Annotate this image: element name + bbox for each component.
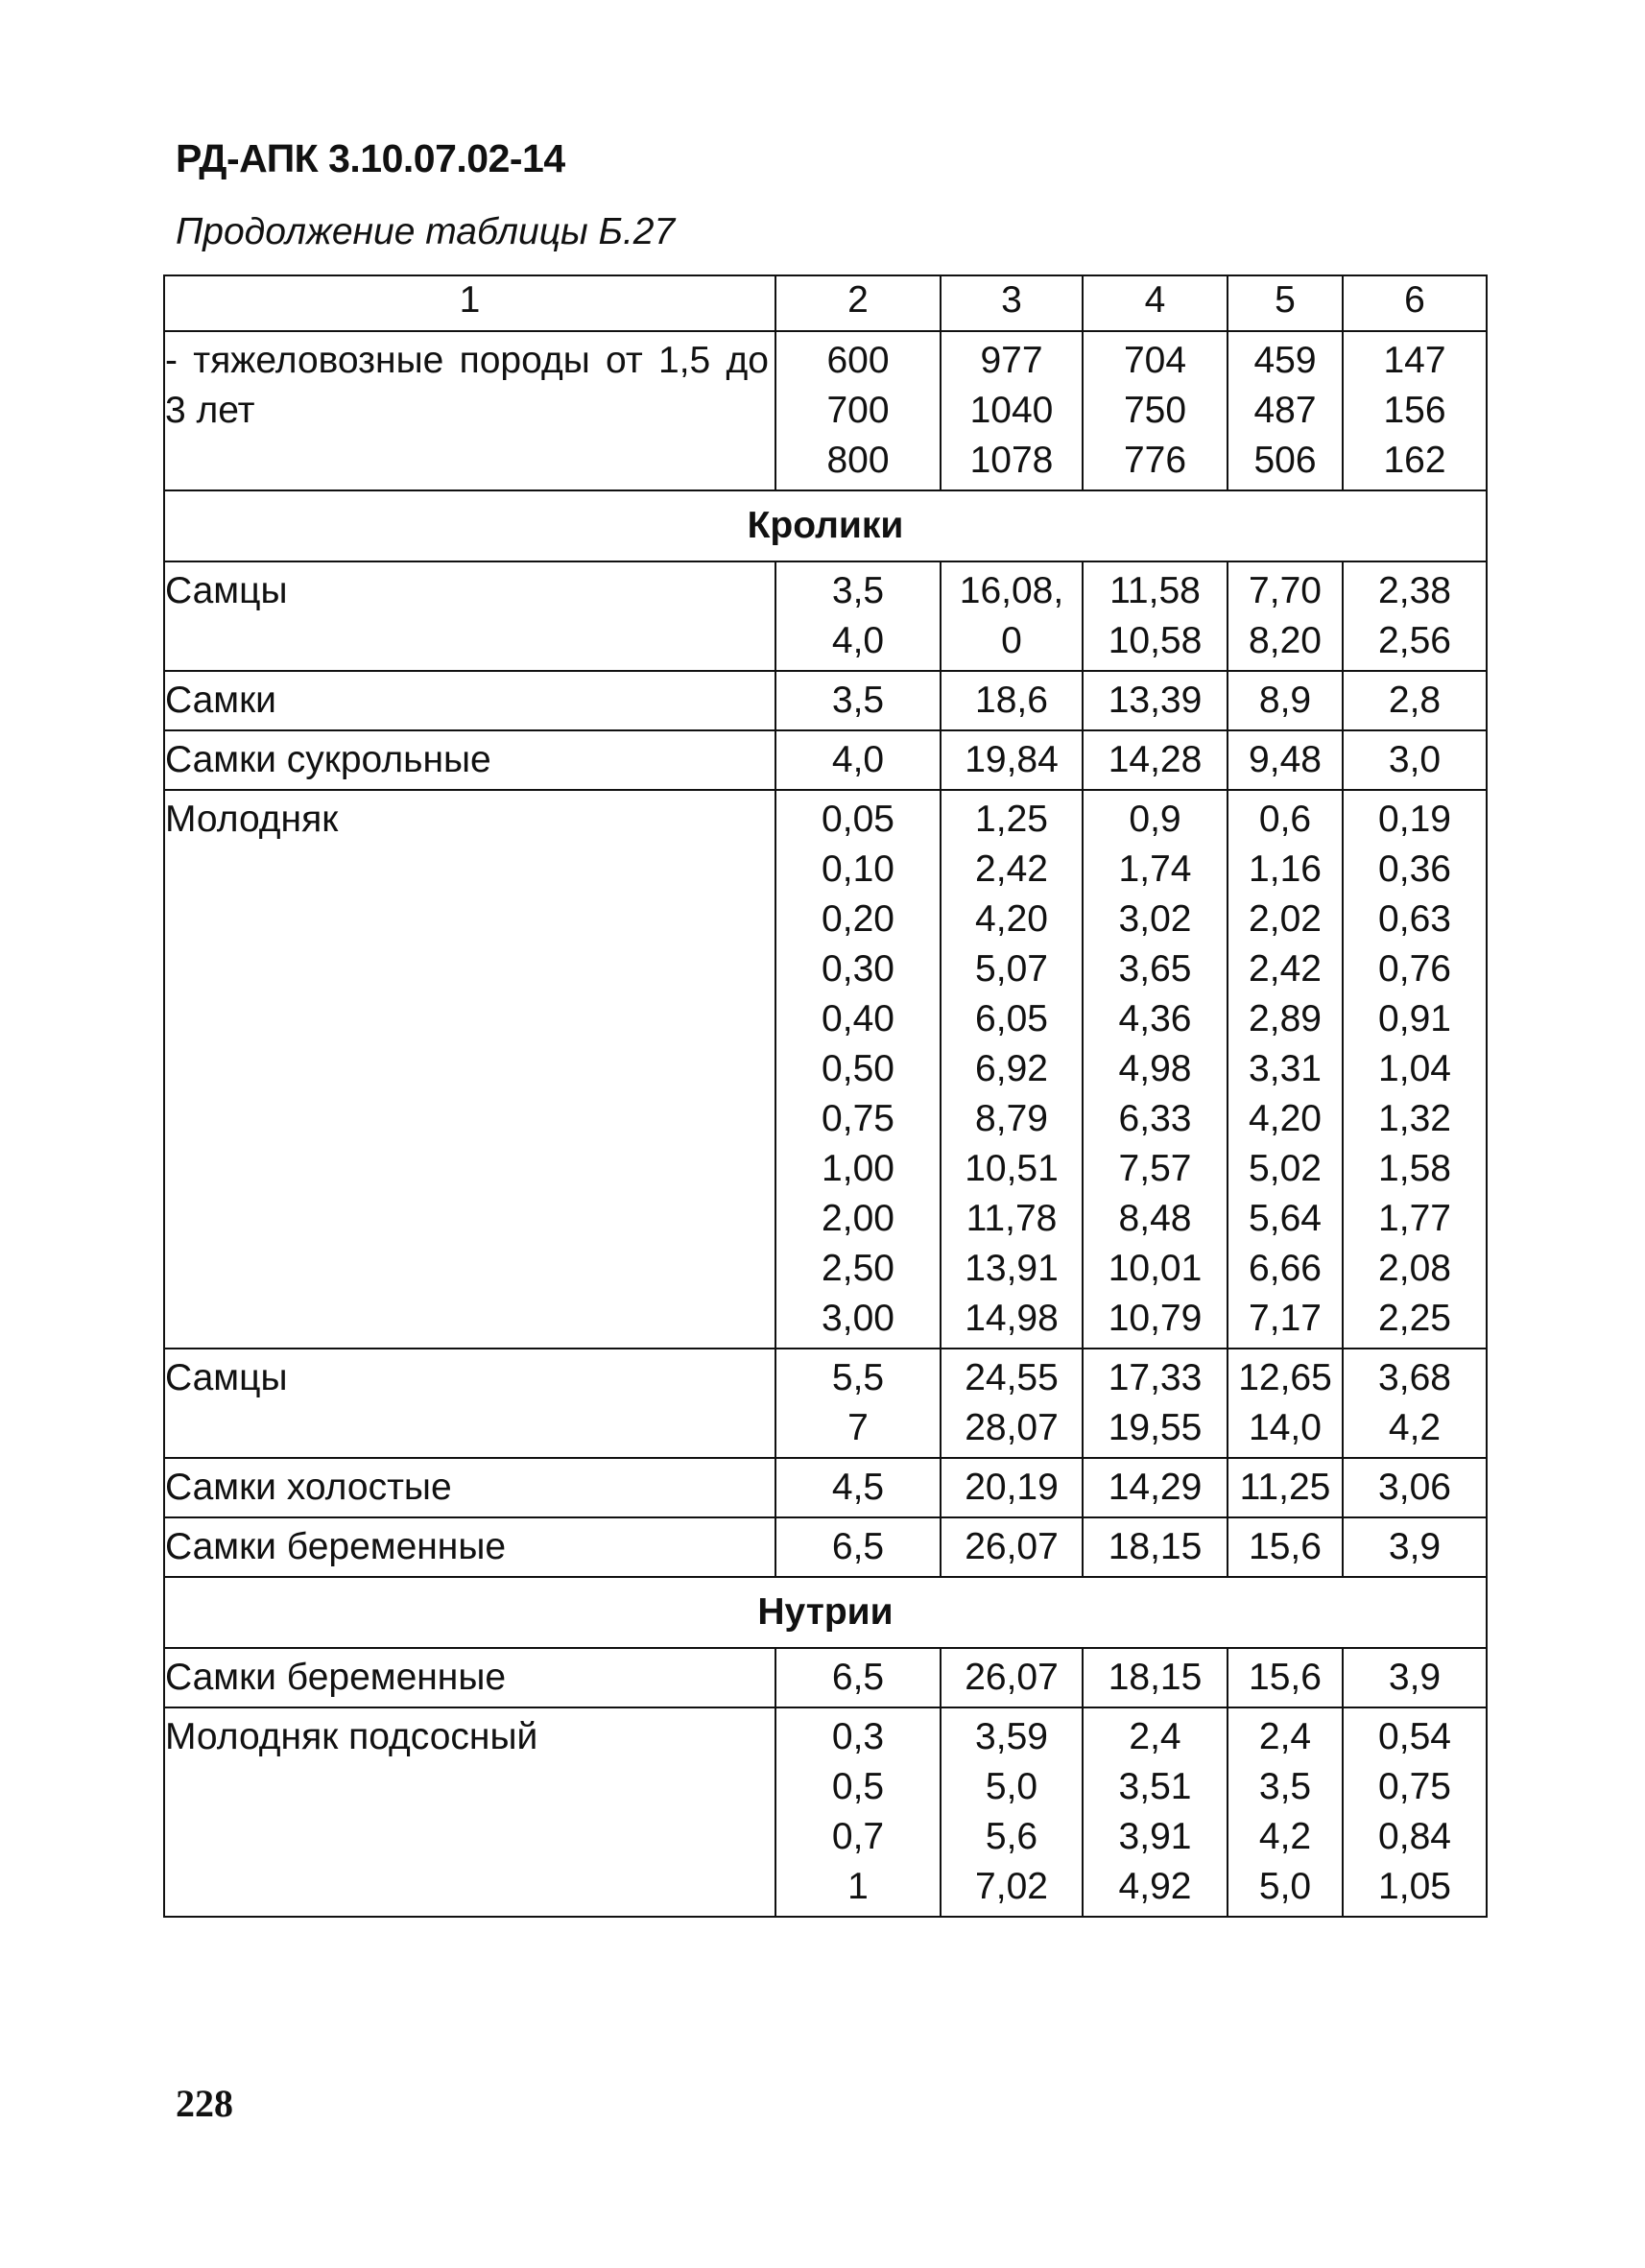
value-cell: 26,07 <box>965 1526 1059 1567</box>
column-header: 1 <box>164 275 775 331</box>
row-label: Самки <box>165 680 276 721</box>
value-cell: 13,39 <box>1108 680 1203 721</box>
value-cell: 1,25 2,42 4,20 5,07 6,05 6,92 8,79 10,51 11,78 13,91 14,98 <box>965 799 1059 1339</box>
row-label: - тяжеловозные породы от 1,5 до 3 лет <box>165 340 769 431</box>
column-header: 6 <box>1343 275 1487 331</box>
value-cell: 0,54 0,75 0,84 1,05 <box>1378 1716 1451 1907</box>
table-row <box>164 561 1487 671</box>
value-cell: 14,29 <box>1108 1467 1203 1508</box>
value-cell: 18,6 <box>975 680 1048 721</box>
value-cell: 20,19 <box>965 1467 1059 1508</box>
section-row <box>164 490 1487 561</box>
document-code: РД-АПК 3.10.07.02-14 <box>176 136 565 180</box>
value-cell: 0,3 0,5 0,7 1 <box>831 1716 885 1907</box>
value-cell: 2,38 2,56 <box>1378 570 1451 661</box>
header-row <box>164 275 1487 331</box>
value-cell: 26,07 <box>965 1657 1059 1698</box>
table-row <box>164 730 1487 790</box>
table-row <box>164 790 1487 1349</box>
section-row <box>164 1577 1487 1648</box>
column-header: 2 <box>775 275 941 331</box>
value-cell: 11,58 10,58 <box>1108 570 1203 661</box>
value-cell: 9,48 <box>1249 739 1322 780</box>
value-cell: 19,84 <box>965 739 1059 780</box>
row-label: Самки холостые <box>165 1467 452 1508</box>
table-row <box>164 1648 1487 1707</box>
section-title: Нутрии <box>164 1577 1487 1648</box>
value-cell: 0,6 1,16 2,02 2,42 2,89 3,31 4,20 5,02 5,64 6,66 7,17 <box>1249 799 1322 1339</box>
row-label: Самцы <box>165 1357 288 1398</box>
value-cell: 3,5 <box>831 680 885 721</box>
value-cell: 7,70 8,20 <box>1249 570 1322 661</box>
value-cell: 4,0 <box>831 739 885 780</box>
table-row <box>164 1707 1487 1917</box>
value-cell: 5,5 7 <box>831 1357 885 1448</box>
value-cell: 15,6 <box>1249 1526 1322 1567</box>
value-cell: 8,9 <box>1258 680 1312 721</box>
value-cell: 3,59 5,0 5,6 7,02 <box>975 1716 1048 1907</box>
value-cell: 3,68 4,2 <box>1378 1357 1451 1448</box>
column-header: 4 <box>1083 275 1228 331</box>
table-row <box>164 1517 1487 1577</box>
value-cell: 3,9 <box>1388 1657 1442 1698</box>
value-cell: 17,33 19,55 <box>1108 1357 1203 1448</box>
row-label: Самцы <box>165 570 288 611</box>
value-cell: 12,65 14,0 <box>1238 1357 1332 1448</box>
table-row <box>164 331 1487 490</box>
value-cell: 0,05 0,10 0,20 0,30 0,40 0,50 0,75 1,00 2,00 2,50 3,00 <box>822 799 894 1339</box>
value-cell: 11,25 <box>1239 1467 1331 1508</box>
value-cell: 2,4 3,5 4,2 5,0 <box>1258 1716 1312 1907</box>
row-label: Самки беременные <box>165 1526 507 1567</box>
value-cell: 15,6 <box>1249 1657 1322 1698</box>
section-title: Кролики <box>164 490 1487 561</box>
column-header: 3 <box>941 275 1083 331</box>
value-cell: 3,0 <box>1388 739 1442 780</box>
value-cell: 459 487 506 <box>1253 340 1317 481</box>
value-cell: 704 750 776 <box>1123 340 1187 481</box>
table-row <box>164 1458 1487 1517</box>
value-cell: 0,19 0,36 0,63 0,76 0,91 1,04 1,32 1,58 1,77 2,08 2,25 <box>1378 799 1451 1339</box>
value-cell: 3,5 4,0 <box>831 570 885 661</box>
value-cell: 2,4 3,51 3,91 4,92 <box>1118 1716 1192 1907</box>
value-cell: 24,55 28,07 <box>965 1357 1059 1448</box>
table-row <box>164 1349 1487 1458</box>
value-cell: 18,15 <box>1108 1526 1203 1567</box>
value-cell: 14,28 <box>1108 739 1203 780</box>
value-cell: 0,9 1,74 3,02 3,65 4,36 4,98 6,33 7,57 8,48 10,01 10,79 <box>1108 799 1203 1339</box>
table-caption: Продолжение таблицы Б.27 <box>176 211 676 252</box>
value-cell: 3,06 <box>1378 1467 1451 1508</box>
value-cell: 6,5 <box>831 1657 885 1698</box>
value-cell: 18,15 <box>1108 1657 1203 1698</box>
row-label: Молодняк <box>165 799 339 840</box>
page-number: 228 <box>176 2082 233 2125</box>
value-cell: 600 700 800 <box>826 340 890 481</box>
table-row <box>164 671 1487 730</box>
value-cell: 977 1040 1078 <box>969 340 1054 481</box>
row-label: Самки сукрольные <box>165 739 491 780</box>
row-label: Самки беременные <box>165 1657 507 1698</box>
value-cell: 147 156 162 <box>1383 340 1446 481</box>
row-label: Молодняк подсосный <box>165 1716 538 1757</box>
value-cell: 3,9 <box>1388 1526 1442 1567</box>
value-cell: 4,5 <box>831 1467 885 1508</box>
value-cell: 16,08, 0 <box>959 570 1064 661</box>
value-cell: 2,8 <box>1388 680 1442 721</box>
value-cell: 6,5 <box>831 1526 885 1567</box>
column-header: 5 <box>1228 275 1343 331</box>
table-body <box>164 275 1487 1917</box>
data-table <box>163 275 1488 1918</box>
